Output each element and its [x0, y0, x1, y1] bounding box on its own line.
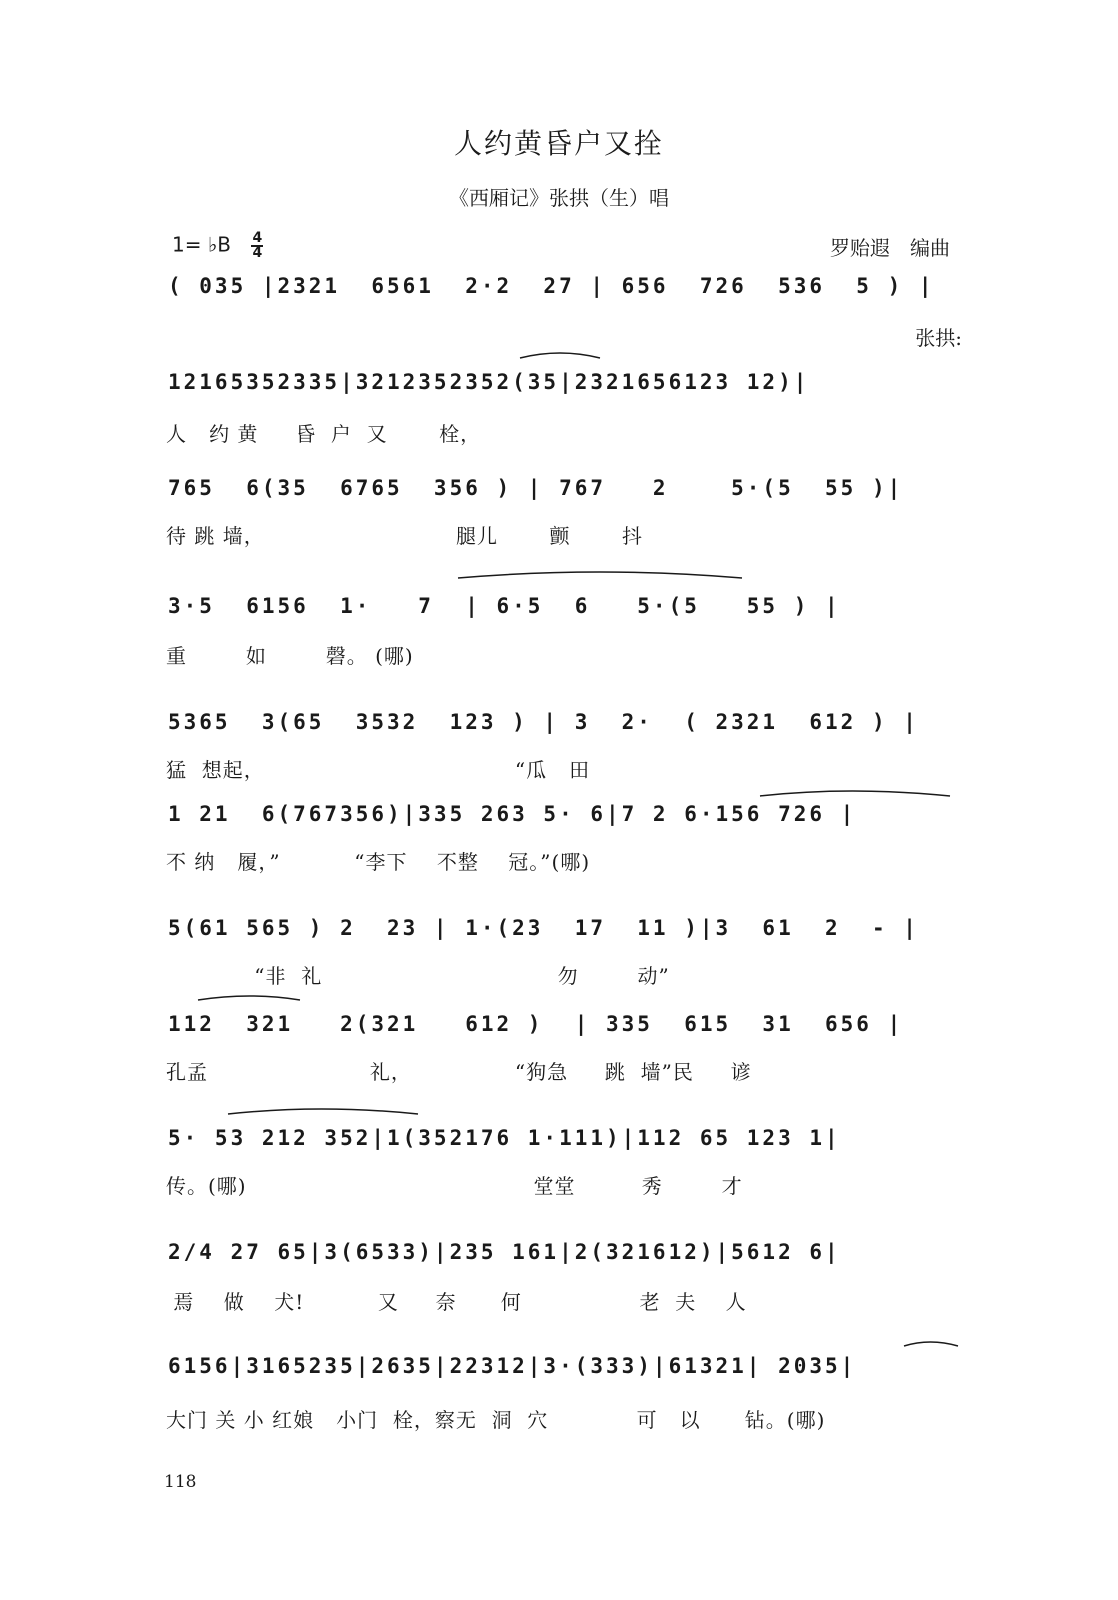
- notation-line: 12165352335|3212352352(35|2321656123 12)|: [168, 370, 810, 394]
- slur-mark: [458, 572, 742, 578]
- notation-line: 6156|3165235|2635|22312|3·(333)|61321| 2035|: [168, 1354, 857, 1378]
- slur-mark: [520, 353, 600, 358]
- notation-line: 5(61 565 ) 2 23 | 1·(23 17 11 )|3 61 2 - |: [168, 916, 919, 940]
- notation-line: 2/4 27 65|3(6533)|235 161|2(321612)|5612 6|: [168, 1240, 841, 1264]
- page-number: 118: [164, 1472, 197, 1492]
- key-signature: [172, 232, 263, 260]
- composer-credit: 罗贻遐 编曲: [830, 236, 950, 260]
- lyrics-line: 待 跳 墙， 腿儿 颤 抖: [166, 524, 644, 548]
- lyrics-line: 人 约 黄 昏 户 又 栓，: [166, 422, 482, 446]
- lyrics-line: 焉 做 犬! 又 奈 何 老 夫 人: [166, 1290, 747, 1314]
- notation-line: 112 321 2(321 612 ) | 335 615 31 656 |: [168, 1012, 904, 1036]
- lyrics-line: 传。(哪) 堂堂 秀 才: [166, 1174, 743, 1198]
- time-signature: [251, 232, 263, 260]
- song-subtitle: 《西厢记》张拱（生）唱: [449, 186, 669, 210]
- lyrics-line: 孔孟 礼， “狗急 跳 墙”民 谚: [166, 1060, 752, 1084]
- key-label: 1= ♭B: [172, 232, 231, 257]
- notation-line: 5· 53 212 352|1(352176 1·111)|112 65 123 1|: [168, 1126, 841, 1150]
- lyrics-line: 不 纳 履，” “李下 不整 冠。”(哪): [166, 850, 591, 874]
- notation-line: ( 035 |2321 6561 2·2 27 | 656 726 536 5 ) |: [168, 274, 935, 298]
- slur-mark: [904, 1342, 958, 1346]
- song-title: 人约黄昏户又拴: [453, 127, 664, 160]
- notation-line: 765 6(35 6765 356 ) | 767 2 5·(5 55 )|: [168, 476, 904, 500]
- notation-line: 1 21 6(767356)|335 263 5· 6|7 2 6·156 726 |: [168, 802, 857, 826]
- slur-mark: [198, 996, 300, 1000]
- notation-line: 5365 3(65 3532 123 ) | 3 2· ( 2321 612 ) |: [168, 710, 919, 734]
- time-signature-top: 4: [252, 230, 263, 246]
- slur-mark: [760, 791, 950, 796]
- lyrics-line: 大门 关 小 红娘 小门 栓，察无 洞 穴 可 以 钻。(哪): [166, 1408, 826, 1432]
- lyrics-line: 重 如 磬。 (哪): [166, 644, 414, 668]
- time-signature-bottom: 4: [252, 245, 263, 261]
- notation-line: 3·5 6156 1· 7 | 6·5 6 5·(5 55 ) |: [168, 594, 841, 618]
- lyrics-line: “非 礼 勿 动”: [166, 964, 670, 988]
- lyrics-line: 猛 想起， “瓜 田: [166, 758, 591, 782]
- slur-mark: [228, 1109, 418, 1114]
- singer-label: 张拱:: [915, 326, 962, 350]
